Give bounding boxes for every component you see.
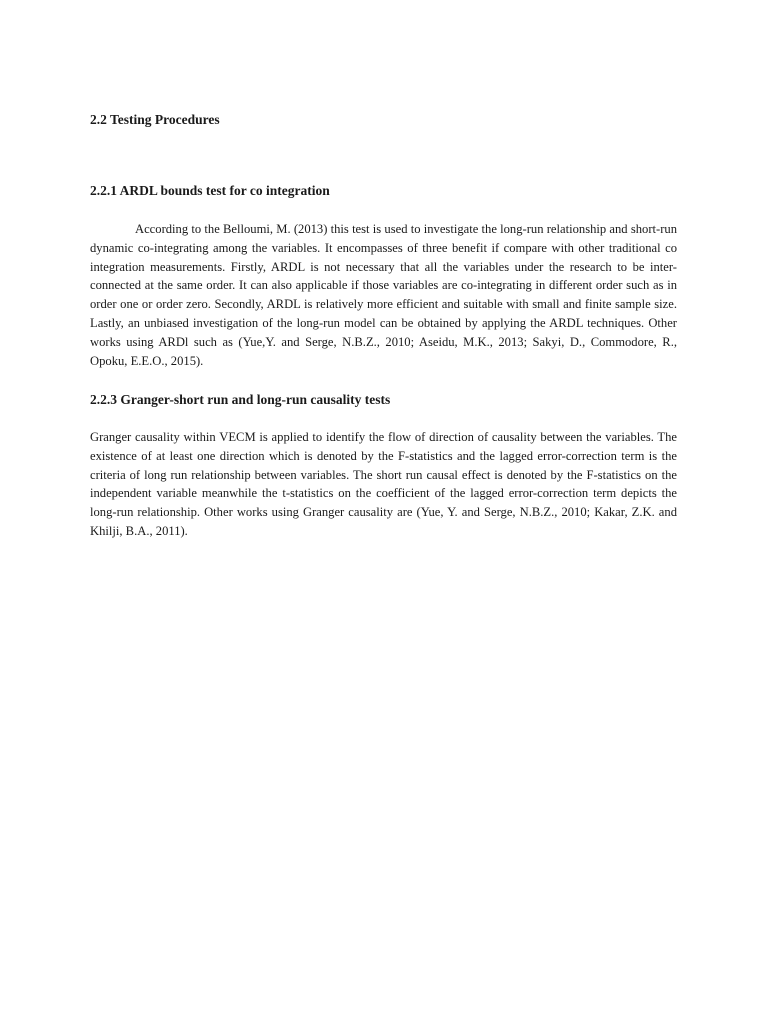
subsection-heading-granger: 2.2.3 Granger-short run and long-run causality tests bbox=[90, 392, 391, 407]
paragraph-ardl: According to the Belloumi, M. (2013) this test is used to investigate the long-run relationship and short-run dynamic co-integrating among the variables. It encompasses of three benefit if compare with other traditional co integration measurements. Firstly, ARDL is not necessary that all the variables under the research to be inter-connected at the same order. It can also applicable if those variables are co-integrating in different order such as in order one or order zero. Secondly, ARDL is relatively more efficient and suitable with small and finite sample size. Lastly, an unbiased investigation of the long-run model can be obtained by applying the ARDL techniques. Other works using ARDl such as (Yue,Y. and Serge, N.B.Z., 2010; Aseidu, M.K., 2013; Sakyi, D., Commodore, R., Opoku, E.E.O., 2015). bbox=[90, 222, 677, 368]
subsection-heading-ardl: 2.2.1 ARDL bounds test for co integration bbox=[90, 183, 330, 198]
section-heading: 2.2 Testing Procedures bbox=[90, 112, 220, 127]
paragraph-granger: Granger causality within VECM is applied to identify the flow of direction of causality between the variables. The existence of at least one direction which is denoted by the F-statistics and the lagged error-correction term is the criteria of long run relationship between variables. The short run causal effect is denoted by the F-statistics on the independent variable meanwhile the t-statistics on the coefficient of the lagged error-correction term depicts the long-run relationship. Other works using Granger causality are (Yue, Y. and Serge, N.B.Z., 2010; Kakar, Z.K. and Khilji, B.A., 2011). bbox=[90, 430, 677, 538]
